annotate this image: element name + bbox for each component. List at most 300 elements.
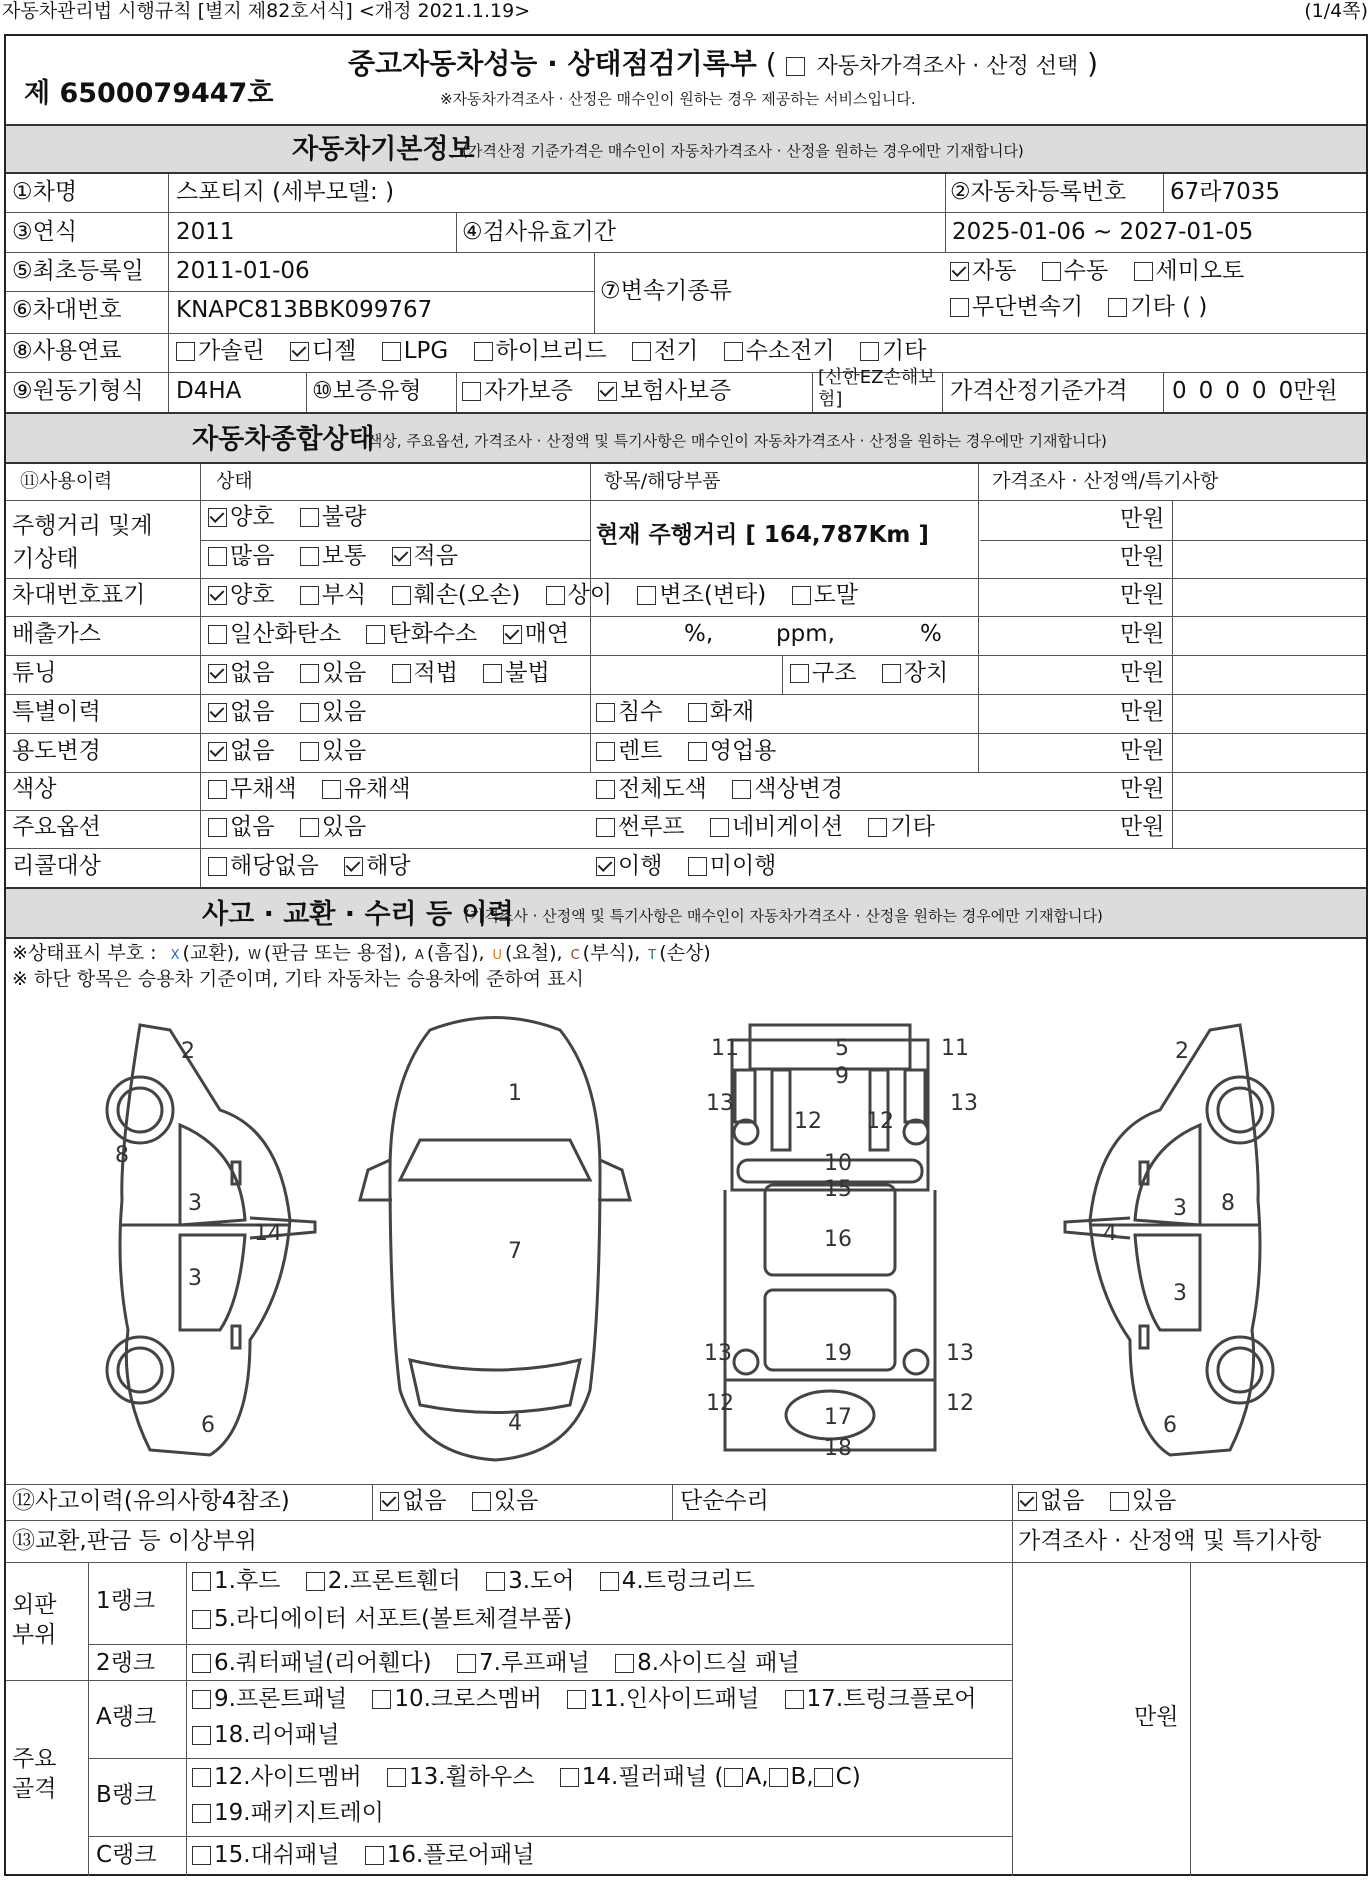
rankB-opts-2 <box>192 1802 384 1825</box>
legend-note: ※ 하단 항목은 승용차 기준이며, 기타 자동차는 승용차에 준하여 표시 <box>12 968 584 990</box>
price-unit: 만원 <box>1120 544 1165 570</box>
option-opts-1 <box>208 816 366 839</box>
reg-number-label: ②자동차등록번호 <box>950 179 1127 205</box>
rankB-opts <box>192 1766 861 1789</box>
vin-corrosion-label: 부식 <box>321 582 367 608</box>
vin-altered-checkbox[interactable] <box>637 586 656 605</box>
option-other-label: 기타 <box>890 814 935 840</box>
trans-semi-checkbox[interactable] <box>1134 262 1153 281</box>
transmission-options-2 <box>950 296 1207 319</box>
tuning-legal-checkbox[interactable] <box>392 664 411 683</box>
price-digit: 0 <box>1225 378 1240 404</box>
part-floor-panel-checkbox[interactable] <box>365 1846 384 1865</box>
legend-code: T <box>648 948 657 963</box>
current-mileage: 현재 주행거리 [ 164,787Km ] <box>596 522 929 548</box>
pillar-c-label: C <box>835 1764 852 1790</box>
option-other-checkbox[interactable] <box>868 818 887 837</box>
engine-label: ⑨원동기형식 <box>12 378 144 404</box>
em-co-checkbox[interactable] <box>208 625 227 644</box>
vin-altered-label: 변조(변타) <box>659 582 767 608</box>
vin-label: ⑥차대번호 <box>12 297 122 323</box>
option-none-label: 없음 <box>230 814 275 840</box>
sunroof-label: 썬루프 <box>618 814 685 840</box>
special-none-label: 없음 <box>230 699 275 725</box>
legend-code: A <box>415 948 424 963</box>
recall-opts-1 <box>208 855 411 878</box>
parts-price-label: 가격조사 · 산정액 및 특기사항 <box>1018 1528 1322 1554</box>
part-side-sill-checkbox[interactable] <box>615 1654 634 1673</box>
mileage-many-checkbox[interactable] <box>208 547 227 566</box>
basic-info-header <box>6 124 1366 174</box>
mileage-normal-label: 보통 <box>321 543 367 569</box>
vin-smeared-label: 도말 <box>813 582 858 608</box>
accident-history-label: ⑫사고이력(유의사항4참조) <box>12 1488 290 1514</box>
color-opts-2 <box>596 778 843 801</box>
navigation-checkbox[interactable] <box>710 818 729 837</box>
base-price-label: 가격산정기준가격 <box>950 378 1128 404</box>
engine-value: D4HA <box>176 378 242 404</box>
part-radiator-support-checkbox[interactable] <box>192 1610 211 1629</box>
part-front-fender-label: 2.프론트휀더 <box>327 1568 461 1594</box>
mileage-normal-checkbox[interactable] <box>300 547 319 566</box>
usage-change-label: 용도변경 <box>12 738 101 764</box>
diagram-label: 1 <box>508 1081 522 1106</box>
tuning-illegal-label: 불법 <box>505 660 550 686</box>
fuel-gasoline-label: 가솔린 <box>198 338 265 364</box>
em-smoke-checkbox[interactable] <box>503 625 522 644</box>
usage-opts-1 <box>208 740 366 763</box>
diagram-label: 11 <box>941 1036 969 1061</box>
price-unit: 만원 <box>1120 660 1165 686</box>
usage-yes-label: 있음 <box>321 738 367 764</box>
car-name-label: ①차명 <box>12 179 78 205</box>
accident-note: (가격조사 · 산정액 및 특기사항은 매수인이 자동차가격조사 · 산정을 원하는 경우에만 기재합니다) <box>464 907 1103 925</box>
tuning-structure-checkbox[interactable] <box>790 664 809 683</box>
part-trunk-lid-label: 4.트렁크리드 <box>621 1568 755 1594</box>
form-title-row <box>348 47 1099 80</box>
part-roof-panel-label: 7.루프패널 <box>478 1650 590 1676</box>
legend-code: U <box>492 948 502 963</box>
diagram-label: 13 <box>704 1341 732 1366</box>
option-yes-checkbox[interactable] <box>300 818 319 837</box>
tuning-illegal-checkbox[interactable] <box>483 664 502 683</box>
form-subtitle: ※자동차가격조사 · 산정은 매수인이 원하는 경우 제공하는 서비스입니다. <box>440 90 916 108</box>
vin-smeared-checkbox[interactable] <box>792 586 811 605</box>
part-wheel-house-checkbox[interactable] <box>387 1768 406 1787</box>
tuning-none-checkbox[interactable] <box>208 664 227 683</box>
vin-good-checkbox[interactable] <box>208 586 227 605</box>
full-paint-checkbox[interactable] <box>596 780 615 799</box>
recall-done-label: 이행 <box>618 853 663 879</box>
fuel-label: ⑧사용연료 <box>12 338 122 364</box>
part-front-fender-checkbox[interactable] <box>306 1572 325 1591</box>
em-smoke-label: 매연 <box>524 621 570 647</box>
emission-label: 배출가스 <box>12 621 101 647</box>
sunroof-checkbox[interactable] <box>596 818 615 837</box>
inspection-value: 2025-01-06 ~ 2027-01-05 <box>952 219 1254 245</box>
tuning-none-label: 없음 <box>230 660 275 686</box>
pillar-b-checkbox[interactable] <box>769 1768 788 1787</box>
vin-damage-checkbox[interactable] <box>392 586 411 605</box>
part-inside-panel-label: 11.인사이드패널 <box>589 1686 760 1712</box>
main-frame-label: 주요 골격 <box>12 1746 57 1802</box>
law-reference: 자동차관리법 시행규칙 [별지 제82호서식] <개정 2021.1.19> <box>2 0 531 22</box>
page-number: (1/4쪽) <box>1304 0 1368 22</box>
basic-info-note: (가격산정 기준가격은 매수인이 자동차가격조사 · 산정을 원하는 경우에만 기재합니다) <box>462 142 1024 160</box>
diagram-label: 3 <box>1173 1196 1187 1221</box>
pillar-a-label: A, <box>745 1764 769 1790</box>
vin-mismatch-label: 상이 <box>567 582 613 608</box>
part-dash-panel-checkbox[interactable] <box>192 1846 211 1865</box>
special-yes-label: 있음 <box>321 699 367 725</box>
rank2-opts <box>192 1652 800 1675</box>
tuning-opts <box>208 662 550 685</box>
price-unit: 만원 <box>1293 378 1338 404</box>
part-side-member-label: 12.사이드멤버 <box>214 1764 362 1790</box>
color-opts-1 <box>208 778 411 801</box>
car-name-value: 스포티지 (세부모델: ) <box>176 179 395 205</box>
fuel-other-checkbox[interactable] <box>860 342 879 361</box>
diagram-label: 19 <box>824 1341 852 1366</box>
price-unit: 만원 <box>1120 506 1165 532</box>
tuning-legal-label: 적법 <box>413 660 458 686</box>
diagram-label: 6 <box>1163 1413 1177 1438</box>
diagram-label: 11 <box>711 1036 739 1061</box>
diagram-label: 14 <box>254 1221 282 1246</box>
vin-mark-opts <box>208 584 858 607</box>
usage-yes-checkbox[interactable] <box>300 742 319 761</box>
trans-cvt-label: 무단변속기 <box>972 294 1084 320</box>
usage-opts-2 <box>596 740 776 763</box>
recall-done-checkbox[interactable] <box>596 857 615 876</box>
legend-text: (요철), <box>505 942 563 964</box>
part-package-tray-checkbox[interactable] <box>192 1804 211 1823</box>
tuning-yes-label: 있음 <box>321 660 367 686</box>
accident-yes-checkbox[interactable] <box>472 1492 491 1511</box>
parts-price-unit: 만원 <box>1134 1704 1179 1730</box>
warranty-insurer-checkbox[interactable] <box>598 382 617 401</box>
rank2-label: 2랭크 <box>96 1650 156 1676</box>
diagram-label: 10 <box>824 1151 852 1176</box>
fuel-electric-label: 전기 <box>653 338 699 364</box>
part-rear-panel-checkbox[interactable] <box>192 1726 211 1745</box>
fuel-hydrogen-checkbox[interactable] <box>724 342 743 361</box>
usage-none-label: 없음 <box>230 738 275 764</box>
legend-text: (교환), <box>182 942 241 964</box>
fuel-gasoline-checkbox[interactable] <box>176 342 195 361</box>
price-digit: 0 <box>1251 378 1267 404</box>
diagram-label: 12 <box>794 1109 822 1134</box>
mileage-bad-checkbox[interactable] <box>300 508 319 527</box>
accident-yes-label: 있음 <box>493 1488 539 1514</box>
flood-checkbox[interactable] <box>596 703 615 722</box>
part-hood-checkbox[interactable] <box>192 1572 211 1591</box>
damaged-parts-label: ⑬교환,판금 등 이상부위 <box>12 1528 257 1554</box>
diagram-label: 13 <box>950 1091 978 1116</box>
em-hc-checkbox[interactable] <box>366 625 385 644</box>
fuel-diesel-checkbox[interactable] <box>290 342 309 361</box>
trans-other-label: 기타 ( ) <box>1130 294 1208 320</box>
basic-info-title: 자동차기본정보 <box>292 134 475 165</box>
part-cross-member-label: 10.크로스멤버 <box>394 1686 543 1712</box>
trans-manual-checkbox[interactable] <box>1042 262 1061 281</box>
form-title: 중고자동차성능 · 상태점검기록부 <box>348 47 757 80</box>
tuning-device-label: 장치 <box>903 660 949 686</box>
accident-header <box>6 887 1366 939</box>
rental-checkbox[interactable] <box>596 742 615 761</box>
pillar-open-paren: ( <box>714 1764 724 1790</box>
mileage-bad-label: 불량 <box>321 504 367 530</box>
color-change-label: 색상변경 <box>754 776 844 802</box>
part-front-panel-checkbox[interactable] <box>192 1690 211 1709</box>
main-option-label: 주요옵션 <box>12 814 101 840</box>
diagram-label: 13 <box>706 1091 734 1116</box>
mileage-opts-1 <box>208 506 366 529</box>
inspection-label: ④검사유효기간 <box>462 219 616 245</box>
warranty-label: ⑩보증유형 <box>312 378 422 404</box>
price-survey-checkbox[interactable] <box>786 57 805 76</box>
price-survey-label: 자동차가격조사 · 산정 선택 <box>816 54 1079 79</box>
price-unit: 만원 <box>1120 699 1165 725</box>
recall-yes-checkbox[interactable] <box>344 857 363 876</box>
price-digit: 0 <box>1172 378 1187 404</box>
part-wheel-house-label: 13.휠하우스 <box>408 1764 535 1790</box>
diagram-label: 2 <box>1175 1039 1189 1064</box>
usage-none-checkbox[interactable] <box>208 742 227 761</box>
vin-mark-label: 차대번호표기 <box>12 582 146 608</box>
transmission-label: ⑦변속기종류 <box>600 278 732 304</box>
repair-yes-checkbox[interactable] <box>1110 1492 1129 1511</box>
repair-yes-label: 있음 <box>1131 1488 1177 1514</box>
rankB-label: B랭크 <box>96 1782 157 1808</box>
recall-none-checkbox[interactable] <box>208 857 227 876</box>
accident-none-label: 없음 <box>402 1488 447 1514</box>
accident-title: 사고 · 교환 · 수리 등 이력 <box>202 899 514 930</box>
price-digit: 0 <box>1278 378 1294 404</box>
paren: ) <box>1087 47 1099 80</box>
fuel-lpg-checkbox[interactable] <box>382 342 401 361</box>
part-trunk-floor-label: 17.트렁크플로어 <box>806 1686 977 1712</box>
fire-checkbox[interactable] <box>688 703 707 722</box>
diagram-label: 4 <box>508 1411 522 1436</box>
fuel-options <box>176 340 926 363</box>
repair-none-checkbox[interactable] <box>1018 1492 1037 1511</box>
status-col-items: 항목/해당부품 <box>604 470 721 492</box>
price-unit: 만원 <box>1120 814 1165 840</box>
diagram-label: 6 <box>201 1413 215 1438</box>
part-hood-label: 1.후드 <box>214 1568 281 1594</box>
diagram-label: 9 <box>835 1064 849 1089</box>
status-title: 자동차종합상태 <box>192 424 375 455</box>
recall-opts-2 <box>596 855 776 878</box>
commercial-checkbox[interactable] <box>688 742 707 761</box>
emission-opts <box>208 623 569 646</box>
recall-yes-label: 해당 <box>366 853 411 879</box>
price-unit: 만원 <box>1120 738 1165 764</box>
part-trunk-floor-checkbox[interactable] <box>785 1690 804 1709</box>
outer-panel-label: 외판 부위 <box>12 1592 57 1648</box>
recall-notdone-checkbox[interactable] <box>688 857 707 876</box>
fuel-hydrogen-label: 수소전기 <box>745 338 835 364</box>
part-pillar-panel-label: 14.필러패널 <box>581 1764 708 1790</box>
diagram-label: 13 <box>946 1341 974 1366</box>
option-none-checkbox[interactable] <box>208 818 227 837</box>
model-year-label: ③연식 <box>12 219 78 245</box>
rankA-opts <box>192 1688 976 1711</box>
mileage-many-label: 많음 <box>230 543 275 569</box>
color-change-checkbox[interactable] <box>732 780 751 799</box>
car-top-view-diagram <box>360 1018 630 1461</box>
trans-other-checkbox[interactable] <box>1108 298 1127 317</box>
trans-manual-label: 수동 <box>1063 258 1109 284</box>
rankC-label: C랭크 <box>96 1842 157 1868</box>
part-trunk-lid-checkbox[interactable] <box>600 1572 619 1591</box>
rankA-opts-2 <box>192 1724 339 1747</box>
rankC-opts <box>192 1844 534 1867</box>
rankA-label: A랭크 <box>96 1704 157 1730</box>
warranty-self-label: 자가보증 <box>484 378 573 404</box>
emission-unit-pct1: %, <box>684 621 714 647</box>
option-yes-label: 있음 <box>321 814 367 840</box>
special-none-checkbox[interactable] <box>208 703 227 722</box>
legend-code: W <box>248 948 261 963</box>
price-unit: 만원 <box>1120 621 1165 647</box>
part-rear-panel-label: 18.리어패널 <box>214 1722 340 1748</box>
rank1-label: 1랭크 <box>96 1588 156 1614</box>
legend-text: (부식), <box>582 942 641 964</box>
diagram-label: 5 <box>835 1036 849 1061</box>
vin-mismatch-checkbox[interactable] <box>546 586 565 605</box>
tuning-yes-checkbox[interactable] <box>300 664 319 683</box>
mileage-label: 주행거리 및계기상태 <box>12 513 153 572</box>
status-col-history: ⑪사용이력 <box>20 470 113 492</box>
price-unit: 만원 <box>1120 776 1165 802</box>
vin-good-label: 양호 <box>230 582 275 608</box>
fuel-hybrid-label: 하이브리드 <box>495 338 607 364</box>
rank1-opts-2 <box>192 1608 572 1631</box>
option-opts-2 <box>596 816 935 839</box>
em-co-label: 일산화탄소 <box>230 621 342 647</box>
legend-items <box>163 942 711 964</box>
part-radiator-support-label: 5.라디에이터 서포트(볼트체결부품) <box>214 1606 573 1632</box>
emission-unit-pct2: % <box>920 621 942 647</box>
reg-number-value: 67라7035 <box>1170 179 1281 205</box>
part-side-sill-label: 8.사이드실 패널 <box>637 1650 800 1676</box>
recall-notdone-label: 미이행 <box>709 853 777 879</box>
status-header <box>6 412 1366 464</box>
recall-none-label: 해당없음 <box>230 853 319 879</box>
part-door-label: 3.도어 <box>508 1568 575 1594</box>
base-price-value <box>1172 380 1338 403</box>
chromatic-label: 유채색 <box>343 776 411 802</box>
legend-text: (판금 또는 용접), <box>263 942 407 964</box>
diagram-label: 4 <box>1103 1221 1117 1246</box>
pillar-close-paren: ) <box>851 1764 861 1790</box>
part-roof-panel-checkbox[interactable] <box>457 1654 476 1673</box>
diagram-label: 12 <box>866 1109 894 1134</box>
document-number: 제 6500079447호 <box>24 78 274 109</box>
vin-corrosion-checkbox[interactable] <box>300 586 319 605</box>
fuel-electric-checkbox[interactable] <box>632 342 651 361</box>
pillar-a-checkbox[interactable] <box>724 1768 743 1787</box>
achromatic-checkbox[interactable] <box>208 780 227 799</box>
car-left-side-diagram <box>107 1025 315 1455</box>
status-note: (색상, 주요옵션, 가격조사 · 산정액 및 특기사항은 매수인이 자동차가격조사 · 산정을 원하는 경우에만 기재합니다) <box>362 432 1107 450</box>
first-reg-value: 2011-01-06 <box>176 258 310 284</box>
diagram-label: 3 <box>188 1266 202 1291</box>
legend-code: C <box>570 948 580 963</box>
mileage-good-checkbox[interactable] <box>208 508 227 527</box>
diagram-label: 12 <box>946 1391 974 1416</box>
part-dash-panel-label: 15.대쉬패널 <box>214 1842 340 1868</box>
special-opts-2 <box>596 701 754 724</box>
mileage-opts-2 <box>208 545 458 568</box>
car-right-side-diagram <box>1065 1025 1273 1455</box>
diagram-label: 2 <box>181 1039 195 1064</box>
part-front-panel-label: 9.프론트패널 <box>214 1686 348 1712</box>
part-side-member-checkbox[interactable] <box>192 1768 211 1787</box>
simple-repair-label: 단순수리 <box>680 1488 769 1514</box>
special-opts-1 <box>208 701 366 724</box>
vehicle-diagrams <box>100 1010 1280 1470</box>
part-quarter-panel-checkbox[interactable] <box>192 1654 211 1673</box>
recall-label: 리콜대상 <box>12 853 101 879</box>
warranty-self-checkbox[interactable] <box>462 382 481 401</box>
repair-none-label: 없음 <box>1040 1488 1085 1514</box>
legend-text: (흠집), <box>426 942 485 964</box>
legend-text: (손상) <box>659 942 711 964</box>
tuning-device-checkbox[interactable] <box>882 664 901 683</box>
mileage-good-label: 양호 <box>230 504 275 530</box>
model-year-value: 2011 <box>176 219 235 245</box>
warranty-insurer-note: [신한EZ손해보험] <box>818 367 936 410</box>
part-door-checkbox[interactable] <box>486 1572 505 1591</box>
pillar-b-label: B, <box>790 1764 814 1790</box>
status-col-price: 가격조사 · 산정액/특기사항 <box>992 470 1219 492</box>
special-yes-checkbox[interactable] <box>300 703 319 722</box>
pillar-c-checkbox[interactable] <box>814 1768 833 1787</box>
emission-unit-ppm: ppm, <box>776 621 835 647</box>
part-pillar-panel-checkbox[interactable] <box>560 1768 579 1787</box>
accident-history-opts <box>380 1490 538 1513</box>
diagram-label: 8 <box>115 1143 129 1168</box>
part-cross-member-checkbox[interactable] <box>372 1690 391 1709</box>
diagram-label: 15 <box>824 1177 852 1202</box>
chromatic-checkbox[interactable] <box>322 780 341 799</box>
trans-cvt-checkbox[interactable] <box>950 298 969 317</box>
part-inside-panel-checkbox[interactable] <box>567 1690 586 1709</box>
color-label: 색상 <box>12 776 57 802</box>
achromatic-label: 무채색 <box>230 776 297 802</box>
rank1-opts <box>192 1570 755 1593</box>
mileage-low-checkbox[interactable] <box>392 547 411 566</box>
accident-none-checkbox[interactable] <box>380 1492 399 1511</box>
fuel-hybrid-checkbox[interactable] <box>474 342 493 361</box>
mileage-low-label: 적음 <box>413 543 458 569</box>
price-unit: 만원 <box>1120 582 1165 608</box>
tuning-structure-label: 구조 <box>812 660 857 686</box>
diagram-label: 16 <box>824 1227 852 1252</box>
price-digit: 0 <box>1198 378 1214 404</box>
trans-auto-checkbox[interactable] <box>950 262 969 281</box>
simple-repair-opts <box>1018 1490 1176 1513</box>
diagram-label: 7 <box>508 1239 522 1264</box>
warranty-options <box>462 380 731 403</box>
rental-label: 렌트 <box>618 738 663 764</box>
status-col-condition: 상태 <box>216 470 253 492</box>
fuel-lpg-label: LPG <box>403 338 449 364</box>
vin-damage-label: 훼손(오손) <box>413 582 521 608</box>
